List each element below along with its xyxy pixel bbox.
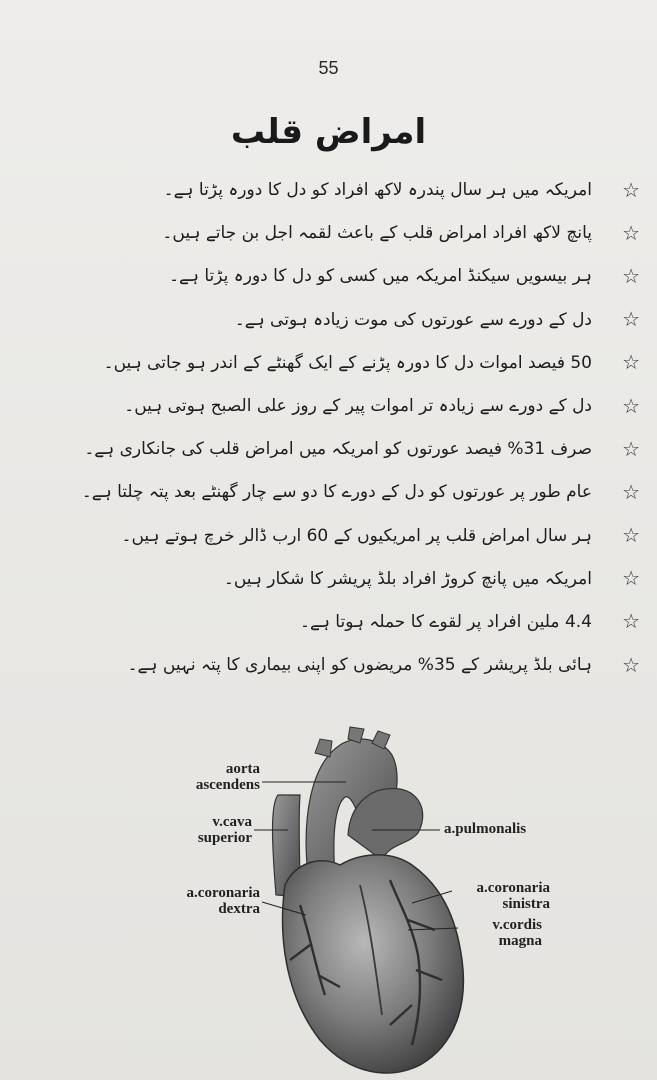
fact-text: 50 فیصد اموات دل کا دورہ پڑنے کے ایک گھنٹے کے اندر ہو جاتی ہیں۔: [103, 352, 592, 373]
fact-item: [150, 298, 640, 341]
label-v-cordis-magna: [450, 917, 542, 949]
fact-item: [127, 643, 640, 686]
label-vcava-line2: superior: [197, 830, 252, 846]
star-outline-icon: ☆: [622, 307, 640, 332]
star-outline-icon: ☆: [622, 609, 640, 634]
label-aorta-line1: aorta: [225, 761, 260, 777]
fact-item: [103, 341, 640, 384]
label-vcava-line1: v.cava: [212, 814, 252, 830]
page-title: امراض قلب: [230, 112, 427, 152]
heart-body-shape: [283, 855, 464, 1073]
label-vcordis-line1: v.cordis: [492, 917, 542, 933]
fact-item: [150, 557, 640, 600]
label-a-coronaria-dextra: [160, 885, 260, 917]
star-outline-icon: ☆: [622, 479, 640, 504]
fact-item: [150, 254, 640, 297]
fact-item: [124, 384, 640, 427]
page-number: 55: [318, 58, 339, 78]
label-aorta-ascendens: [166, 761, 260, 793]
fact-text: ہائی بلڈ پریشر کے 35% مریضوں کو اپنی بیماری کا پتہ نہیں ہے۔: [127, 655, 592, 676]
fact-item: [84, 427, 640, 470]
star-outline-icon: ☆: [622, 350, 640, 375]
fact-text: امریکہ میں پانچ کروڑ افراد بلڈ پریشر کا شکار ہیں۔: [223, 568, 592, 589]
star-outline-icon: ☆: [622, 177, 640, 202]
fact-text: دل کے دورے سے زیادہ تر اموات پیر کے روز علی الصبح ہوتی ہیں۔: [124, 396, 592, 417]
star-outline-icon: ☆: [622, 566, 640, 591]
fact-item: [81, 470, 640, 513]
label-cor-dextra-line2: dextra: [218, 901, 260, 917]
fact-item: [150, 600, 640, 643]
heart-diagram: [150, 725, 570, 1080]
facts-list: [81, 168, 640, 686]
star-outline-icon: ☆: [622, 436, 640, 461]
label-a-coronaria-sinistra: [450, 880, 550, 912]
label-vena-cava-superior: [160, 814, 252, 846]
fact-text: صرف 31% فیصد عورتوں کو امریکہ میں امراض قلب کی جانکاری ہے۔: [84, 439, 592, 460]
star-outline-icon: ☆: [622, 523, 640, 548]
fact-text: پانچ لاکھ افراد امراض قلب کے باعث لقمہ اجل بن جاتے ہیں۔: [162, 223, 592, 244]
label-vcordis-line2: magna: [498, 933, 542, 949]
fact-text: دل کے دورے سے عورتوں کی موت زیادہ ہوتی ہے۔: [234, 309, 592, 330]
star-outline-icon: ☆: [622, 652, 640, 677]
star-outline-icon: ☆: [622, 263, 640, 288]
fact-text: ہر بیسویں سیکنڈ امریکہ میں کسی کو دل کا دورہ پڑتا ہے۔: [169, 266, 592, 287]
fact-item: [150, 211, 640, 254]
fact-text: ہر سال امراض قلب پر امریکیوں کے 60 ارب ڈالر خرچ ہوتے ہیں۔: [121, 525, 592, 546]
fact-item: [150, 168, 640, 211]
label-cor-sinistra-line1: a.coronaria: [476, 880, 550, 896]
fact-item: [121, 514, 640, 557]
label-a-pulmonalis: [444, 821, 564, 837]
label-aorta-line2: ascendens: [195, 777, 260, 793]
fact-text: عام طور پر عورتوں کو دل کے دورے کا دو سے چار گھنٹے بعد پتہ چلتا ہے۔: [81, 482, 592, 503]
label-cor-sinistra-line2: sinistra: [502, 896, 550, 912]
star-outline-icon: ☆: [622, 220, 640, 245]
label-cor-dextra-line1: a.coronaria: [186, 885, 260, 901]
fact-text: امریکہ میں ہر سال پندرہ لاکھ افراد کو دل کا دورہ پڑتا ہے۔: [163, 180, 592, 201]
star-outline-icon: ☆: [622, 393, 640, 418]
fact-text: 4.4 ملین افراد پر لقوے کا حملہ ہوتا ہے۔: [300, 611, 592, 632]
label-pulmonalis-text: a.pulmonalis: [444, 821, 527, 837]
